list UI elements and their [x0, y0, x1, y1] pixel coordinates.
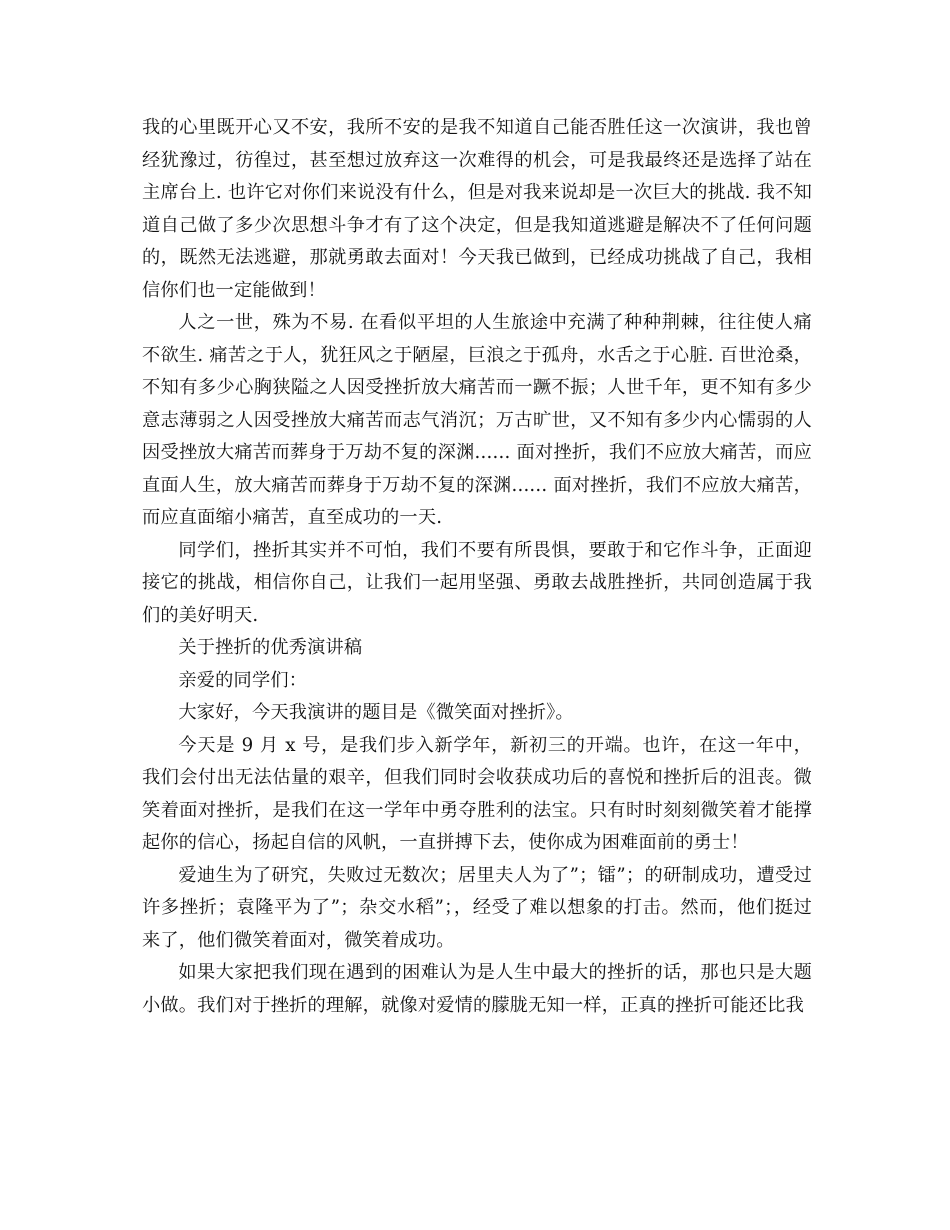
salutation: 亲爱的同学们：	[178, 669, 308, 691]
paragraph-5: 爱迪生为了研究，失败过无数次；居里夫人为了”；镭”；的研制成功，遭受过许多挫折；袁隆平为了”；杂交水稻”；，经受了难以想象的打击。然而，他们挺过来了，他们微笑着面对，微笑着成功。	[142, 864, 812, 951]
greeting: 大家好，今天我演讲的题目是《微笑面对挫折》。	[178, 702, 574, 723]
section-title: 关于挫折的优秀演讲稿	[178, 637, 363, 658]
paragraph-6: 如果大家把我们现在遇到的困难认为是人生中最大的挫折的话，那也只是大题小做。我们对于挫折的理解，就像对爱情的朦胧无知一样，正真的挫折可能还比我	[142, 962, 812, 1016]
paragraph-1: 我的心里既开心又不安，我所不安的是我不知道自己能否胜任这一次演讲，我也曾经犹豫过，彷徨过，甚至想过放弃这一次难得的机会，可是我最终还是选择了站在主席台上. 也许它对你们来说没有什么，但是对我来说却是一次巨大的挑战. 我不知道自己做了多少次思想斗争才有了这个决定，但是我知道逃避是解决不了任何问题的，既然无法逃避，那就勇敢去面对！今天我已做到，已经成功挑战了自己，我相信你们也一定能做到！	[142, 117, 812, 301]
paragraph-2: 人之一世，殊为不易. 在看似平坦的人生旅途中充满了种种荆棘，往往使人痛不欲生. 痛苦之于人，犹狂风之于陋屋，巨浪之于孤舟，水舌之于心脏. 百世沧桑，不知有多少心胸狭隘之人因受挫折放大痛苦而一蹶不振；人世千年，更不知有多少意志薄弱之人因受挫放大痛苦而志气消沉；万古旷世，又不知有多少内心懦弱的人因受挫放大痛苦而葬身于万劫不复的深渊...... 面对挫折，我们不应放大痛苦，而应直面人生，放大痛苦而葬身于万劫不复的深渊...... 面对挫折，我们不应放大痛苦，而应直面缩小痛苦，直至成功的一天.	[142, 312, 812, 528]
paragraph-4: 今天是 9 月 x 号，是我们步入新学年，新初三的开端。也许，在这一年中，我们会付出无法估量的艰辛，但我们同时会收获成功后的喜悦和挫折后的沮丧。微笑着面对挫折，是我们在这一学年中勇夺胜利的法宝。只有时时刻刻微笑着才能撑起你的信心，扬起自信的风帆，一直拼搏下去，使你成为困难面前的勇士！	[142, 734, 812, 853]
document-page	[142, 112, 812, 1022]
paragraph-3: 同学们，挫折其实并不可怕，我们不要有所畏惧，要敢于和它作斗争，正面迎接它的挑战，相信你自己，让我们一起用坚强、勇敢去战胜挫折，共同创造属于我们的美好明天.	[142, 539, 812, 626]
